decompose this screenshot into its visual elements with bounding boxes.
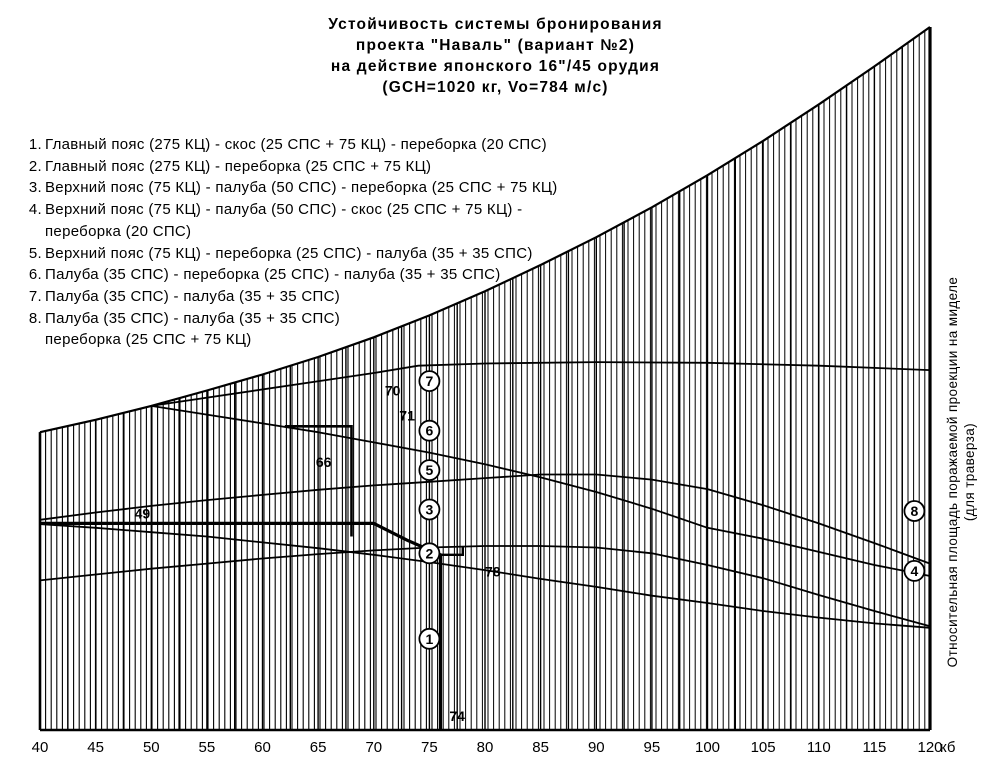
- x-tick-label: 95: [643, 739, 661, 756]
- legend-text: Главный пояс (275 КЦ) - скос (25 СПС + 75 КЦ) - переборка (20 СПС): [45, 136, 547, 153]
- legend-num: 5.: [28, 244, 42, 262]
- annotation-49: 49: [134, 505, 151, 522]
- x-tick-label: 100: [694, 739, 721, 756]
- legend-num: 1.: [28, 136, 42, 153]
- title-line-3: на действие японского 16"/45 орудия: [330, 58, 661, 75]
- y-axis-label-line-1: Относительная площадь поражаемой проекции на миделе: [945, 276, 960, 668]
- legend-text: Палуба (35 СПС) - переборка (25 СПС) - палуба (35 + 35 СПС): [45, 266, 501, 284]
- legend-text: Верхний пояс (75 КЦ) - палуба (50 СПС) - скос (25 СПС + 75 КЦ) -: [45, 201, 523, 219]
- x-tick-label: 90: [587, 739, 605, 756]
- curve-label-1: 1: [425, 630, 434, 647]
- x-tick-label: 50: [142, 739, 160, 756]
- curve-label-2: 2: [425, 545, 434, 562]
- curve-label-7: 7: [425, 373, 434, 390]
- curve-1-boundary: [40, 523, 441, 730]
- legend-text: Верхний пояс (75 КЦ) - переборка (25 СПС) - палуба (35 + 35 СПС): [45, 244, 533, 262]
- curve-label-4: 4: [910, 562, 919, 579]
- legend-text: Палуба (35 СПС) - палуба (35 + 35 СПС): [45, 309, 341, 327]
- x-unit-label: кб: [940, 739, 956, 756]
- x-tick-label: 40: [31, 739, 49, 756]
- x-axis-ticks: [32, 739, 956, 756]
- title-line-4: (GCH=1020 кг, Vo=784 м/с): [382, 79, 609, 96]
- x-tick-label: 65: [309, 739, 327, 756]
- x-tick-label: 80: [476, 739, 494, 756]
- legend-num: 6.: [28, 266, 42, 284]
- legend-text: Главный пояс (275 КЦ) - переборка (25 СПС + 75 КЦ): [45, 157, 432, 175]
- legend-item-8-cont: переборка (25 СПС + 75 КЦ): [45, 331, 252, 349]
- title-line-2: проекта "Наваль" (вариант №2): [355, 37, 636, 54]
- curve-label-3: 3: [425, 501, 434, 518]
- legend-num: 2.: [28, 157, 42, 175]
- x-tick-label: 45: [87, 739, 104, 756]
- legend-num: 7.: [28, 287, 42, 305]
- x-tick-label: 55: [198, 739, 216, 756]
- x-tick-label: 110: [806, 739, 831, 756]
- x-tick-label: 115: [862, 739, 887, 756]
- y-axis-label-line-2: (для траверза): [962, 422, 977, 522]
- x-tick-label: 120: [917, 739, 943, 756]
- hatch-lines: [40, 27, 930, 730]
- x-tick-label: 85: [532, 739, 549, 756]
- title-line-1: Устойчивость системы бронирования: [328, 16, 663, 33]
- legend-num: 3.: [28, 179, 42, 197]
- legend-num: 8.: [28, 309, 42, 327]
- curve-label-6: 6: [425, 422, 434, 439]
- legend-num: 4.: [28, 201, 42, 219]
- legend-item-4-cont: переборка (20 СПС): [45, 222, 192, 240]
- legend-text: Палуба (35 СПС) - палуба (35 + 35 СПС): [45, 287, 341, 305]
- x-tick-label: 60: [254, 739, 271, 756]
- x-tick-label: 70: [365, 739, 383, 756]
- x-tick-label: 75: [421, 739, 438, 756]
- annotation-71: 71: [399, 407, 415, 424]
- curve-label-8: 8: [910, 503, 919, 519]
- curve-label-5: 5: [425, 462, 434, 479]
- x-tick-label: 105: [750, 739, 776, 756]
- annotation-70: 70: [384, 382, 401, 399]
- legend-text: Верхний пояс (75 КЦ) - палуба (50 СПС) - переборка (25 СПС + 75 КЦ): [45, 179, 558, 197]
- annotation-78: 78: [485, 563, 501, 580]
- annotation-66: 66: [315, 454, 332, 471]
- annotation-74: 74: [449, 708, 465, 725]
